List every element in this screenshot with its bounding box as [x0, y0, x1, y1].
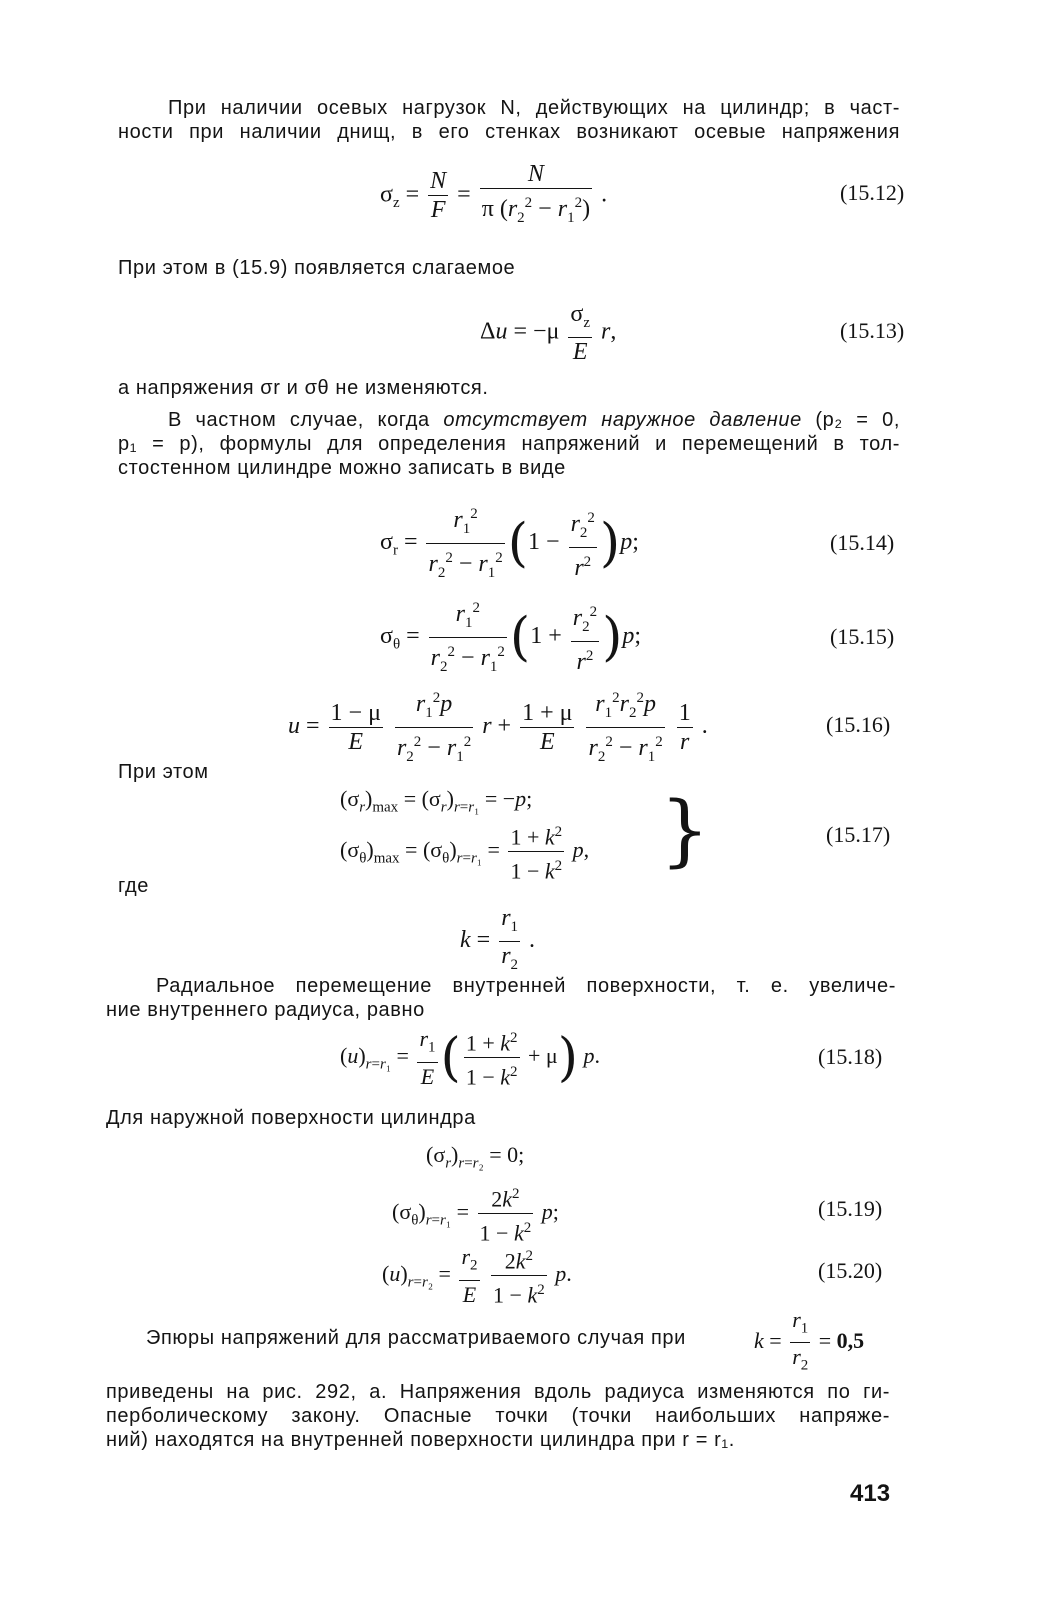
text-line: Радиальное перемещение внутренней поверхности, т. е. увеличе- — [156, 975, 896, 997]
text-line: Для наружной поверхности цилиндра — [106, 1107, 476, 1129]
equation-15-13: Δu = −μ $\frac{\sigma_z}{E}$ r, — [480, 301, 617, 365]
paragraph-radial-displacement — [106, 974, 896, 1022]
equation-number: (15.17) — [826, 822, 891, 847]
text-line — [118, 408, 900, 432]
equation-15-17-line1: $(\sigma_r)_{max} = (\sigma_r)_{r=r_1} = -p$; — [340, 786, 533, 816]
equation-number: (15.19) — [818, 1196, 883, 1221]
text-line: При этом — [118, 761, 209, 783]
paragraph-axial-loads — [118, 96, 900, 144]
equation-15-19-line1: $(\sigma_r)_{r=r_2} = 0$; — [426, 1142, 525, 1172]
equation-15-19-line2: $(\sigma_\theta)_{r=r_1}$ = $\frac{2k^2}{1 - k^2}$ p; — [392, 1180, 559, 1248]
text-line: а напряжения σr и σθ не изменяются. — [118, 377, 489, 399]
text-line: ние внутреннего радиуса, равно — [106, 999, 425, 1021]
paragraph-special-case — [118, 408, 900, 480]
equation-15-16: u = $\frac{1 - \mu}{E}$ $\frac{r_1^2p}{r_2^2 - r_1^2}$ r + $\frac{1 + \mu}{E}$ $\frac{r_1^2r_2^2p}{r_2^2 - r_1^2}$ $\frac{1}{r}$ . — [288, 684, 708, 771]
paragraph-hyperbolic-law — [106, 1380, 890, 1452]
text-line: ности при наличии днищ, в его стенках возникают осевые напряжения — [118, 121, 900, 143]
text-line: При наличии осевых нагрузок N, действующих на цилиндр; в част- — [168, 97, 900, 119]
equation-number: (15.18) — [818, 1044, 883, 1069]
text-run-italic: отсутствует наружное давление — [443, 409, 802, 431]
text-line: ний) находятся на внутренней поверхности цилиндра при r = r₁. — [106, 1429, 735, 1451]
paragraph-outer-surface — [106, 1106, 476, 1130]
equation-number: (15.13) — [840, 318, 905, 343]
equation-15-17-line2: $(\sigma_\theta)_{max} = (\sigma_\theta)_{r=r_1}$ = $\frac{1 + k^2}{1 - k^2}$ p, — [340, 818, 589, 886]
text-line — [146, 1326, 686, 1350]
paragraph-stress-diagrams — [146, 1326, 686, 1350]
paragraph-unchanged — [118, 376, 489, 400]
equation-k-value: k = $\frac{r_1}{r_2}$ = 0,5 — [754, 1307, 865, 1374]
equation-number: (15.20) — [818, 1258, 883, 1283]
text-line: приведены на рис. 292, а. Напряжения вдоль радиуса изменяются по ги- — [106, 1381, 890, 1403]
equation-15-15: $\sigma_\theta$ = $\frac{r_1^2}{r_2^2 - r_1^2}$ (1 + $\frac{r_2^2}{r^2}$ )p; — [380, 594, 641, 681]
equation-number: (15.12) — [840, 180, 905, 205]
text-line: При этом в (15.9) появляется слагаемое — [118, 257, 516, 279]
equation-k-definition: k = $\frac{r_1}{r_2}$ . — [460, 905, 536, 973]
paragraph-where — [118, 874, 149, 898]
text-line: стостенном цилиндре можно записать в виде — [118, 457, 566, 479]
equation-15-18: $(u)_{r=r_1}$ = $\frac{r_1}{E}$ ( $\frac{1 + k^2}{1 - k^2}$ + μ) p. — [340, 1024, 600, 1092]
text-line: перболическому закону. Опасные точки (точки наибольших напряже- — [106, 1405, 890, 1427]
page-number: 413 — [850, 1480, 891, 1507]
equation-number: (15.14) — [830, 530, 895, 555]
paragraph-with-this — [118, 760, 209, 784]
equation-number: (15.16) — [826, 712, 891, 737]
equation-15-20: $(u)_{r=r_2}$ = $\frac{r_2}{E}$ $\frac{2k^2}{1 - k^2}$ p. — [382, 1242, 572, 1310]
text-run: Эпюры напряжений для рассматриваемого случая при — [146, 1327, 686, 1349]
right-brace: } — [660, 786, 710, 876]
text-line: где — [118, 875, 149, 897]
paragraph-term-appears — [118, 256, 515, 280]
equation-15-14: $\sigma_r$ = $\frac{r_1^2}{r_2^2 - r_1^2}$ (1 − $\frac{r_2^2}{r^2}$ )p; — [380, 500, 639, 587]
text-run: В частном случае, когда — [168, 409, 444, 431]
text-line: p₁ = p), формулы для определения напряжений и перемещений в тол- — [118, 433, 900, 455]
text-run: (p₂ = 0, — [801, 409, 900, 431]
equation-15-12: $\sigma_z$ = $\frac{N}{F}$ = $\frac{N}{\pi (r_2^2 - r_1^2)}$ . — [380, 161, 608, 226]
equation-number: (15.15) — [830, 624, 895, 649]
